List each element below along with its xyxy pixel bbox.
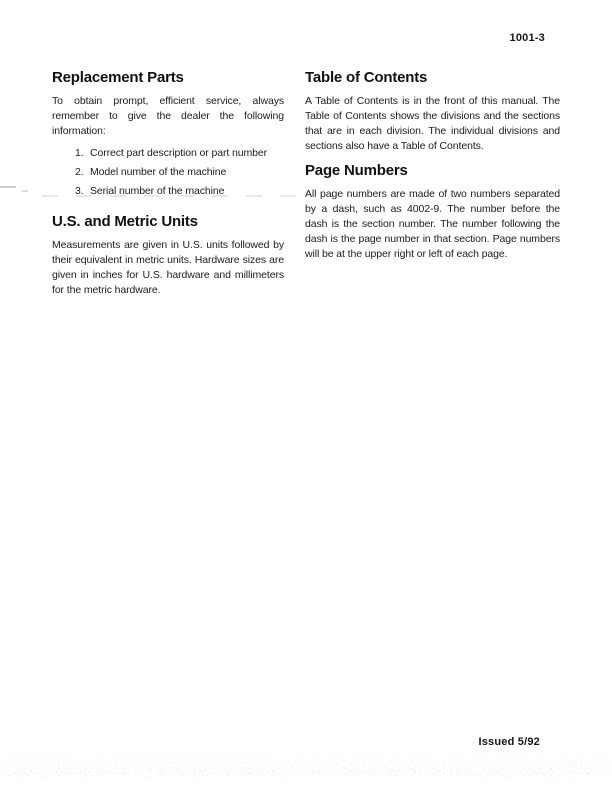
heading-page-numbers: Page Numbers [305,162,408,179]
column-left [52,69,284,298]
heading-us-metric-units: U.S. and Metric Units [52,213,198,230]
page-number: 1001-3 [509,32,545,44]
list-item-text: Correct part description or part number [90,147,268,159]
list-item [52,146,284,161]
scan-artifact-line [42,195,300,197]
scan-noise-band [0,750,612,780]
list-item-number: 1. [75,147,84,159]
page-numbers-body: All page numbers are made of two numbers separated by a dash, such as 4002-9. The number before the dash is the section number. The number following the dash is the page number in that section. Page numbers will be at the upper right or left of each page. [305,188,560,260]
list-item-text: Model number of the machine [90,166,227,178]
heading-table-of-contents: Table of Contents [305,69,428,86]
replacement-parts-list [52,146,284,199]
heading-replacement-parts: Replacement Parts [52,69,184,86]
us-metric-units-body: Measurements are given in U.S. units followed by their equivalent in metric units. Hardware sizes are given in inches for U.S. hardware and millimeters for the metric hardware. [52,239,284,296]
list-item-number: 3. [75,185,84,197]
list-item [52,165,284,180]
table-of-contents-body: A Table of Contents is in the front of this manual. The Table of Contents shows the divisions and the sections that are in each division. The individual divisions and sections also have a Table of Contents. [305,95,560,152]
footer-issued-date: Issued 5/92 [478,736,540,748]
list-item-text: Serial number of the machine [90,185,225,197]
list-item-number: 2. [75,166,84,178]
scan-speck [22,190,28,192]
replacement-parts-intro: To obtain prompt, efficient service, always remember to give the dealer the following information: [52,95,284,137]
column-right [305,69,560,262]
scan-speck [0,186,16,188]
